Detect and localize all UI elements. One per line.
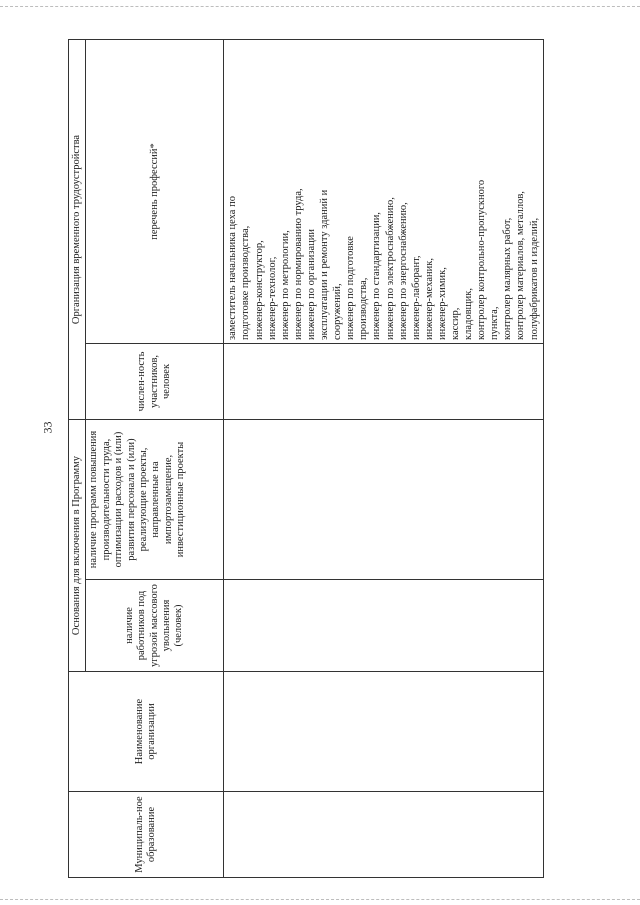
profession-item: заместитель начальника цеха по [227,196,239,340]
cell-program-presence [224,420,543,580]
profession-item: инженер по метрологии, [279,230,291,340]
table-row [224,40,543,878]
profession-item: инженер-механик, [423,258,435,340]
rotated-table-frame [68,40,540,878]
col-professions-label: перечень профессий* [148,143,160,240]
profession-item: контролер материалов, металлов, [515,191,527,340]
col-org-name-label: Наименование организации [133,698,158,765]
profession-item: производства, [358,277,370,340]
profession-item: инженер-химик, [436,267,448,340]
profession-item: эксплуатации и ремонту зданий и [319,189,331,340]
program-table [68,39,544,878]
profession-item: инженер-лаборант, [410,255,422,340]
profession-item: инженер по подготовке [345,236,357,340]
profession-item: контролер малярных работ, [502,217,514,340]
profession-item: инженер-технолог, [266,256,278,340]
profession-item: инженер-конструктор, [253,240,265,340]
col-program-presence-label: наличие программ повышения производительности труда, оптимизации расходов и (или) развития персонала и (или) реализующие проекты, направленные на импортозамещение, инвестиционные проекты [88,430,186,569]
col-municipality-header [69,792,224,878]
profession-item: пункта, [489,306,501,340]
profession-item: сооружений, [332,283,344,340]
organization-group-header [69,40,86,420]
cell-participants [224,344,543,420]
page-number: 33 [40,421,55,434]
profession-item: кладовщик, [463,288,475,340]
profession-item: инженер по энергоснабжению, [397,202,409,340]
professions-list [226,43,540,340]
col-workers-threat-header [86,580,224,672]
grounds-group-header [69,420,86,672]
col-professions-header [86,40,224,344]
scan-edge-top [0,6,640,9]
profession-item: инженер по стандартизации, [371,212,383,340]
col-program-presence-header [86,420,224,580]
col-workers-threat-label: наличие работников под угрозой массового увольнения (человек) [123,584,185,667]
profession-item: контролер контрольно-пропускного [476,179,488,340]
grounds-group-label: Основания для включения в Программу [71,455,82,636]
organization-group-label: Организация временного трудоустройства [71,134,82,325]
cell-workers-threat [224,580,543,672]
profession-item: инженер по организации [305,228,317,340]
col-participants-header [86,344,224,420]
cell-municipality [224,792,543,878]
cell-professions [224,40,543,344]
profession-item: кассир, [449,307,461,340]
cell-org-name [224,672,543,792]
col-org-name-header [69,672,224,792]
scan-edge-bottom [0,899,640,902]
profession-item: инженер по электроснабжению, [384,197,396,340]
col-municipality-label: Муниципаль-ное образование [133,796,158,873]
profession-item: подготовке производства, [240,225,252,340]
profession-item: полуфабрикатов и изделий, [528,217,540,340]
profession-item: инженер по нормированию труда, [292,188,304,340]
col-participants-label: числен-ность участников, человек [136,351,173,412]
